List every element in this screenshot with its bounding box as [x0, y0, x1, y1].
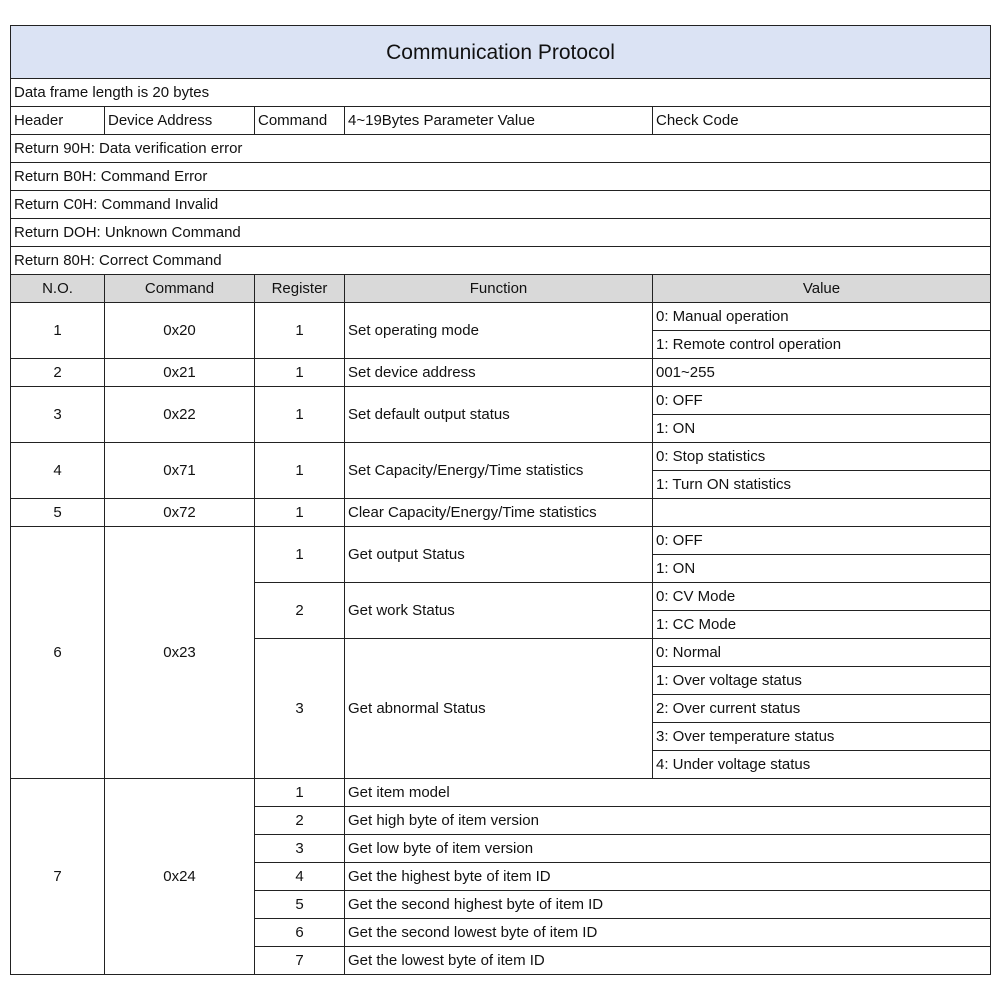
return-code-row: [11, 163, 991, 191]
command-code: 0x24: [105, 779, 255, 975]
table-row: [11, 359, 991, 387]
function-text: Get item model: [345, 779, 991, 807]
table-row: [11, 443, 991, 471]
table-row: [11, 527, 991, 555]
command-number: 2: [11, 359, 105, 387]
command-number: 4: [11, 443, 105, 499]
protocol-table: [10, 25, 991, 975]
return-code: Return 80H: Correct Command: [11, 247, 991, 275]
function-text: Set device address: [345, 359, 653, 387]
register-number: 7: [255, 947, 345, 975]
value-text: 1: Turn ON statistics: [653, 471, 991, 499]
function-text: Set operating mode: [345, 303, 653, 359]
return-code-row: [11, 247, 991, 275]
register-number: 4: [255, 863, 345, 891]
register-number: 1: [255, 499, 345, 527]
column-header-register: Register: [255, 275, 345, 303]
column-header-function: Function: [345, 275, 653, 303]
register-number: 1: [255, 527, 345, 583]
register-number: 6: [255, 919, 345, 947]
frame-field-check-code: Check Code: [653, 107, 991, 135]
command-code: 0x20: [105, 303, 255, 359]
function-text: Clear Capacity/Energy/Time statistics: [345, 499, 653, 527]
command-number: 5: [11, 499, 105, 527]
register-number: 5: [255, 891, 345, 919]
value-text: 0: OFF: [653, 527, 991, 555]
value-text: 1: Over voltage status: [653, 667, 991, 695]
value-text: 0: CV Mode: [653, 583, 991, 611]
column-header-value: Value: [653, 275, 991, 303]
function-text: Get the second lowest byte of item ID: [345, 919, 991, 947]
frame-field-command: Command: [255, 107, 345, 135]
function-text: Get work Status: [345, 583, 653, 639]
frame-field-parameter-value: 4~19Bytes Parameter Value: [345, 107, 653, 135]
return-code: Return B0H: Command Error: [11, 163, 991, 191]
column-header-command: Command: [105, 275, 255, 303]
register-number: 2: [255, 583, 345, 639]
title-row: [11, 26, 991, 79]
function-text: Get high byte of item version: [345, 807, 991, 835]
table-title: Communication Protocol: [11, 26, 991, 79]
command-number: 6: [11, 527, 105, 779]
table-row: [11, 779, 991, 807]
command-code: 0x71: [105, 443, 255, 499]
return-code: Return C0H: Command Invalid: [11, 191, 991, 219]
value-text: 1: Remote control operation: [653, 331, 991, 359]
command-code: 0x72: [105, 499, 255, 527]
value-text: 1: CC Mode: [653, 611, 991, 639]
register-number: 3: [255, 835, 345, 863]
return-code: Return DOH: Unknown Command: [11, 219, 991, 247]
command-code: 0x21: [105, 359, 255, 387]
value-text: 0: Normal: [653, 639, 991, 667]
value-text: [653, 499, 991, 527]
function-text: Get the highest byte of item ID: [345, 863, 991, 891]
command-code: 0x23: [105, 527, 255, 779]
function-text: Get abnormal Status: [345, 639, 653, 779]
value-text: 4: Under voltage status: [653, 751, 991, 779]
return-code-row: [11, 135, 991, 163]
register-number: 3: [255, 639, 345, 779]
frame-field-device-address: Device Address: [105, 107, 255, 135]
register-number: 1: [255, 443, 345, 499]
value-text: 0: Stop statistics: [653, 443, 991, 471]
function-text: Get low byte of item version: [345, 835, 991, 863]
return-code-row: [11, 219, 991, 247]
frame-fields-row: [11, 107, 991, 135]
frame-info-row: [11, 79, 991, 107]
value-text: 1: ON: [653, 555, 991, 583]
protocol-table-body: [11, 26, 991, 975]
function-text: Get the lowest byte of item ID: [345, 947, 991, 975]
return-code-row: [11, 191, 991, 219]
frame-field-header: Header: [11, 107, 105, 135]
value-text: 001~255: [653, 359, 991, 387]
register-number: 1: [255, 387, 345, 443]
table-row: [11, 303, 991, 331]
command-number: 1: [11, 303, 105, 359]
frame-info: Data frame length is 20 bytes: [11, 79, 991, 107]
table-row: [11, 387, 991, 415]
value-text: 0: OFF: [653, 387, 991, 415]
function-text: Set default output status: [345, 387, 653, 443]
register-number: 1: [255, 303, 345, 359]
function-text: Get the second highest byte of item ID: [345, 891, 991, 919]
register-number: 1: [255, 779, 345, 807]
function-text: Set Capacity/Energy/Time statistics: [345, 443, 653, 499]
column-header-no: N.O.: [11, 275, 105, 303]
value-text: 2: Over current status: [653, 695, 991, 723]
command-number: 3: [11, 387, 105, 443]
table-row: [11, 499, 991, 527]
value-text: 3: Over temperature status: [653, 723, 991, 751]
column-header-row: [11, 275, 991, 303]
command-code: 0x22: [105, 387, 255, 443]
value-text: 0: Manual operation: [653, 303, 991, 331]
return-code: Return 90H: Data verification error: [11, 135, 991, 163]
register-number: 2: [255, 807, 345, 835]
register-number: 1: [255, 359, 345, 387]
function-text: Get output Status: [345, 527, 653, 583]
command-number: 7: [11, 779, 105, 975]
value-text: 1: ON: [653, 415, 991, 443]
